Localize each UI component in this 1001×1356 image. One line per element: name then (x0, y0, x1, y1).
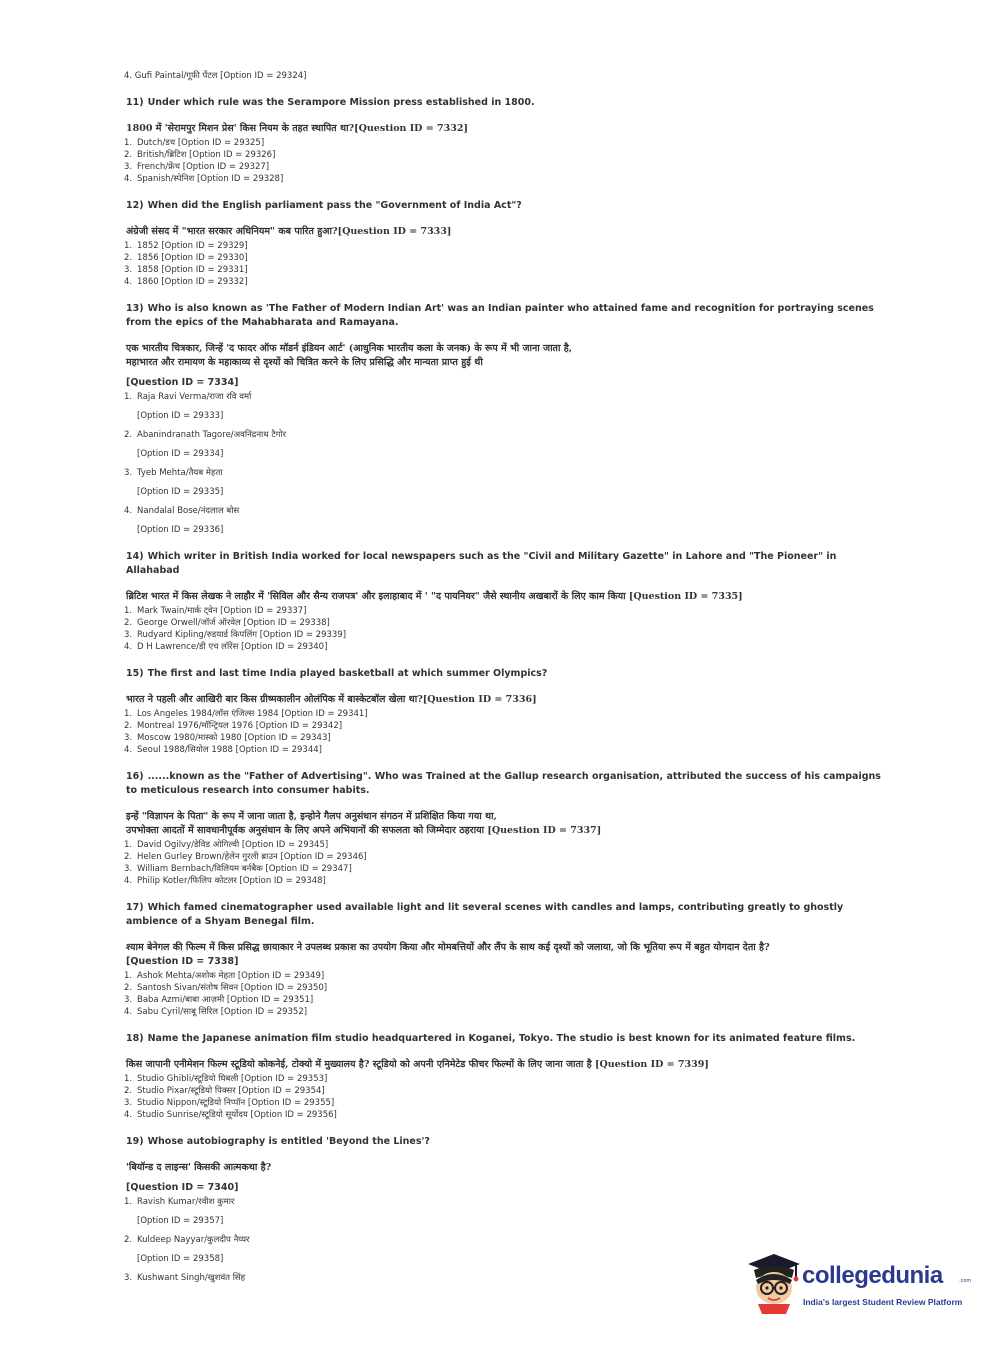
option-text: 1858 [Option ID = 29331] (137, 265, 248, 275)
option-item (124, 264, 892, 276)
option-number: 4. (124, 745, 133, 755)
option-number: 3. (124, 864, 133, 874)
option-number: 3. (124, 265, 133, 275)
option-number: 1. (124, 1197, 133, 1207)
question-hindi: किस जापानी एनीमेशन फिल्म स्टूडियो कोकनेई, टोक्यो में मुख्यालय है? स्टूडियो को अपनी एनिमेटेड फीचर फिल्मों के लिए जाना जाता है [Question ID = 7339] (126, 1059, 709, 1070)
mascot-icon (740, 1248, 804, 1318)
question-id: [Question ID = 7338] (126, 956, 239, 967)
question-number: 11) (126, 97, 144, 108)
question-hindi: श्याम बेनेगल की फिल्म में किस प्रसिद्ध छायाकार ने उपलब्ध प्रकाश का उपयोग किया और मोमबत्तियों और लैंप के साथ कई दृश्यों को जलाया, जो कि भूतिया रूप में बहुत योगदान देता है? (126, 942, 770, 953)
option-item (124, 617, 892, 629)
option-number: 3. (124, 733, 133, 743)
option-text: Moscow 1980/मास्को 1980 [Option ID = 29343] (137, 733, 331, 743)
option-text: Kushwant Singh/खुशवंत सिंह (137, 1273, 246, 1283)
option-item (124, 605, 892, 617)
option-number: 2. (124, 983, 133, 993)
option-number: 2. (124, 150, 133, 160)
option-id: [Option ID = 29334] (137, 449, 224, 459)
prev-question-option: 4. Gufi Paintal/गूफी पेंटल [Option ID = 29324] (124, 71, 307, 81)
option-number: 1. (124, 606, 133, 616)
option-text: Rudyard Kipling/रुडयार्ड किपलिंग [Option ID = 29339] (137, 630, 347, 640)
option-text: Nandalal Bose/नंदलाल बोस (137, 506, 240, 516)
option-list (112, 391, 892, 536)
question-number: 14) (126, 551, 144, 562)
option-text: Spanish/स्पेनिश [Option ID = 29328] (137, 174, 284, 184)
option-text: Santosh Sivan/संतोष सिवन [Option ID = 29350] (137, 983, 328, 993)
question-english (126, 1135, 892, 1149)
option-item (124, 708, 892, 720)
option-list (112, 839, 892, 887)
option-number: 2. (124, 618, 133, 628)
option-text: 1852 [Option ID = 29329] (137, 241, 248, 251)
option-number: 1. (124, 138, 133, 148)
question-id: [Question ID = 7334] (126, 377, 239, 388)
option-text: Mark Twain/मार्क ट्वेन [Option ID = 29337] (137, 606, 307, 616)
option-id: [Option ID = 29333] (137, 411, 224, 421)
option-item (124, 240, 892, 252)
question-block (112, 901, 892, 1018)
option-text: Baba Azmi/बाबा आज़मी [Option ID = 29351] (137, 995, 314, 1005)
question-english-text: Who is also known as 'The Father of Modern Indian Art' was an Indian painter who attained fame and recognition for portraying scenes from the epics of the Mahabharata and Ramayana. (126, 303, 874, 328)
option-item (124, 149, 892, 161)
option-text: Dutch/डच [Option ID = 29325] (137, 138, 265, 148)
option-number: 2. (124, 430, 133, 440)
question-english (126, 199, 892, 213)
option-item (124, 252, 892, 264)
question-english (126, 770, 892, 798)
collegedunia-logo (740, 1248, 970, 1318)
option-item (124, 629, 892, 641)
question-number: 17) (126, 902, 144, 913)
option-item (124, 839, 892, 851)
option-item (124, 505, 892, 536)
question-english (126, 302, 892, 330)
question-english (126, 1032, 892, 1046)
option-item (124, 994, 892, 1006)
option-item (124, 732, 892, 744)
option-text: Sabu Cyril/साबू सिरिल [Option ID = 29352] (137, 1007, 308, 1017)
option-item (124, 1006, 892, 1018)
option-text: William Bernbach/विलियम बर्नबैक [Option ID = 29347] (137, 864, 352, 874)
option-number: 3. (124, 162, 133, 172)
question-number: 16) (126, 771, 144, 782)
option-number: 3. (124, 630, 133, 640)
option-text: Ravish Kumar/रवीश कुमार (137, 1197, 235, 1207)
option-number: 1. (124, 1074, 133, 1084)
question-number: 19) (126, 1136, 144, 1147)
option-text: 1856 [Option ID = 29330] (137, 253, 248, 263)
question-english (126, 901, 892, 929)
question-id: [Question ID = 7340] (126, 1182, 239, 1193)
option-item (124, 863, 892, 875)
question-block (112, 667, 892, 756)
option-number: 2. (124, 721, 133, 731)
option-item (124, 875, 892, 887)
question-english-text: When did the English parliament pass the "Government of India Act"? (147, 200, 522, 211)
option-number: 1. (124, 971, 133, 981)
option-text: Studio Nippon/स्टूडियो निप्पॉन [Option ID = 29355] (137, 1098, 335, 1108)
question-english-text: Name the Japanese animation film studio headquartered in Koganei, Tokyo. The studio is best known for its animated feature films. (147, 1033, 856, 1044)
option-text: Kuldeep Nayyar/कुलदीप नैय्यर (137, 1235, 250, 1245)
option-item (124, 982, 892, 994)
question-hindi: अंग्रेजी संसद में "भारत सरकार अधिनियम" कब पारित हुआ?[Question ID = 7333] (126, 226, 452, 237)
question-hindi: ब्रिटिश भारत में किस लेखक ने लाहौर में 'सिविल और सैन्य राजपत्र' और इलाहाबाद में ' "द पायनियर" जैसे स्थानीय अखबारों के लिए काम किया [Question ID = 7335] (126, 591, 743, 602)
option-item (124, 276, 892, 288)
option-number: 4. (124, 876, 133, 886)
option-number: 3. (124, 1098, 133, 1108)
option-item (124, 429, 892, 460)
question-number: 13) (126, 303, 144, 314)
option-list (112, 708, 892, 756)
option-id: [Option ID = 29358] (137, 1254, 224, 1264)
option-item (124, 173, 892, 185)
question-hindi-line: महाभारत और रामायण के महाकाव्य से दृश्यों को चित्रित करने के लिए प्रसिद्धि और मान्यता प्राप्त हुई थी (126, 357, 483, 368)
logo-tagline: India's largest Student Review Platform (803, 1297, 963, 1307)
question-english (126, 550, 892, 578)
option-text: Studio Pixar/स्टूडियो पिक्सर [Option ID = 29354] (137, 1086, 325, 1096)
option-item (124, 137, 892, 149)
option-list (112, 240, 892, 288)
question-block (112, 302, 892, 536)
option-item (124, 391, 892, 422)
option-item (124, 1196, 892, 1227)
question-english (126, 667, 892, 681)
option-id: [Option ID = 29335] (137, 487, 224, 497)
question-number: 15) (126, 668, 144, 679)
option-text: David Ogilvy/डेविड ओगिल्वी [Option ID = 29345] (137, 840, 329, 850)
question-hindi-line: एक भारतीय चित्रकार, जिन्हें 'द फादर ऑफ मॉडर्न इंडियन आर्ट' (आधुनिक भारतीय कला के जनक) के रूप में भी जाना जाता है, (126, 343, 573, 354)
option-number: 1. (124, 241, 133, 251)
option-number: 2. (124, 253, 133, 263)
option-text: Philip Kotler/फिलिप कोटलर [Option ID = 29348] (137, 876, 326, 886)
question-english-text: Under which rule was the Serampore Mission press established in 1800. (147, 97, 535, 108)
option-text: Studio Ghibli/स्टूडियो घिबली [Option ID = 29353] (137, 1074, 328, 1084)
question-block (112, 550, 892, 653)
question-english-text: Which writer in British India worked for local newspapers such as the "Civil and Military Gazette" in Lahore and "The Pioneer" in Allahabad (126, 551, 837, 576)
question-hindi: 'बियॉन्ड द लाइन्स' किसकी आत्मकथा है? (126, 1162, 272, 1173)
option-item (124, 1085, 892, 1097)
question-block (112, 199, 892, 288)
question-block (112, 1032, 892, 1121)
option-number: 2. (124, 1086, 133, 1096)
option-item (124, 1109, 892, 1121)
option-number: 1. (124, 840, 133, 850)
question-hindi-line: उपभोक्ता आदतों में सावधानीपूर्वक अनुसंधान के लिए अपने अभियानों की सफलता को जिम्मेदार ठहराया [Question ID = 7337] (126, 825, 602, 836)
question-english-text: Which famed cinematographer used available light and lit several scenes with candles and lamps, contributing greatly to ghostly ambience of a Shyam Benegal film. (126, 902, 844, 927)
option-text: Seoul 1988/सियोल 1988 [Option ID = 29344] (137, 745, 322, 755)
option-list (112, 605, 892, 653)
option-text: French/फ्रेंच [Option ID = 29327] (137, 162, 270, 172)
question-block (112, 770, 892, 887)
option-text: D H Lawrence/डी एच लॉरेंस [Option ID = 29340] (137, 642, 328, 652)
option-number: 2. (124, 1235, 133, 1245)
option-number: 4. (124, 174, 133, 184)
option-number: 4. (124, 277, 133, 287)
option-item (124, 1073, 892, 1085)
question-hindi: 1800 में 'सेरामपुर मिशन प्रेस' किस नियम के तहत स्थापित था?[Question ID = 7332] (126, 123, 468, 134)
option-id: [Option ID = 29336] (137, 525, 224, 535)
option-text: Studio Sunrise/स्टूडियो सूर्योदय [Option ID = 29356] (137, 1110, 337, 1120)
option-number: 2. (124, 852, 133, 862)
option-text: British/ब्रिटिश [Option ID = 29326] (137, 150, 276, 160)
logo-wordmark: collegedunia (802, 1262, 943, 1289)
option-item (124, 720, 892, 732)
logo-suffix: .com (959, 1278, 972, 1284)
option-text: Los Angeles 1984/लॉस एंजिल्स 1984 [Option ID = 29341] (137, 709, 368, 719)
option-number: 3. (124, 1273, 133, 1283)
option-number: 1. (124, 709, 133, 719)
option-list (112, 1073, 892, 1121)
option-text: Raja Ravi Verma/राजा रवि वर्मा (137, 392, 252, 402)
option-text: Helen Gurley Brown/हेलेन गुरली ब्राउन [Option ID = 29346] (137, 852, 367, 862)
option-number: 1. (124, 392, 133, 402)
question-block (112, 96, 892, 185)
question-hindi-line: इन्हें "विज्ञापन के पिता" के रूप में जाना जाता है, इन्होने गैलप अनुसंधान संगठन में प्रशिक्षित किया गया था, (126, 811, 497, 822)
question-number: 12) (126, 200, 144, 211)
option-item (124, 970, 892, 982)
option-text: Abanindranath Tagore/अवनिंद्रनाथ टैगोर (137, 430, 287, 440)
option-text: George Orwell/जॉर्ज ऑरवेल [Option ID = 29338] (137, 618, 330, 628)
option-list (112, 137, 892, 185)
option-number: 4. (124, 1110, 133, 1120)
option-item (124, 851, 892, 863)
option-list (112, 970, 892, 1018)
option-text: Montreal 1976/मॉन्ट्रियल 1976 [Option ID = 29342] (137, 721, 343, 731)
option-number: 3. (124, 995, 133, 1005)
question-english-text: ......known as the "Father of Advertising". Who was Trained at the Gallup research organisation, attributed the success of his campaigns to meticulous research into consumer habits. (126, 771, 881, 796)
option-number: 4. (124, 1007, 133, 1017)
question-english (126, 96, 892, 110)
document-page (112, 70, 892, 1284)
option-id: [Option ID = 29357] (137, 1216, 224, 1226)
option-item (124, 1097, 892, 1109)
option-number: 3. (124, 468, 133, 478)
option-item (124, 641, 892, 653)
question-list (112, 96, 892, 1284)
option-text: 1860 [Option ID = 29332] (137, 277, 248, 287)
option-number: 4. (124, 506, 133, 516)
option-item (124, 467, 892, 498)
option-text: Ashok Mehta/अशोक मेहता [Option ID = 29349] (137, 971, 325, 981)
question-number: 18) (126, 1033, 144, 1044)
option-text: Tyeb Mehta/तैयब मेहता (137, 468, 223, 478)
option-item (124, 744, 892, 756)
question-english-text: Whose autobiography is entitled 'Beyond the Lines'? (147, 1136, 430, 1147)
option-number: 4. (124, 642, 133, 652)
question-hindi: भारत ने पहली और आखिरी बार किस ग्रीष्मकालीन ओलंपिक में बास्केटबॉल खेला था?[Question ID = 7336] (126, 694, 537, 705)
question-english-text: The first and last time India played basketball at which summer Olympics? (147, 668, 548, 679)
option-item (124, 161, 892, 173)
